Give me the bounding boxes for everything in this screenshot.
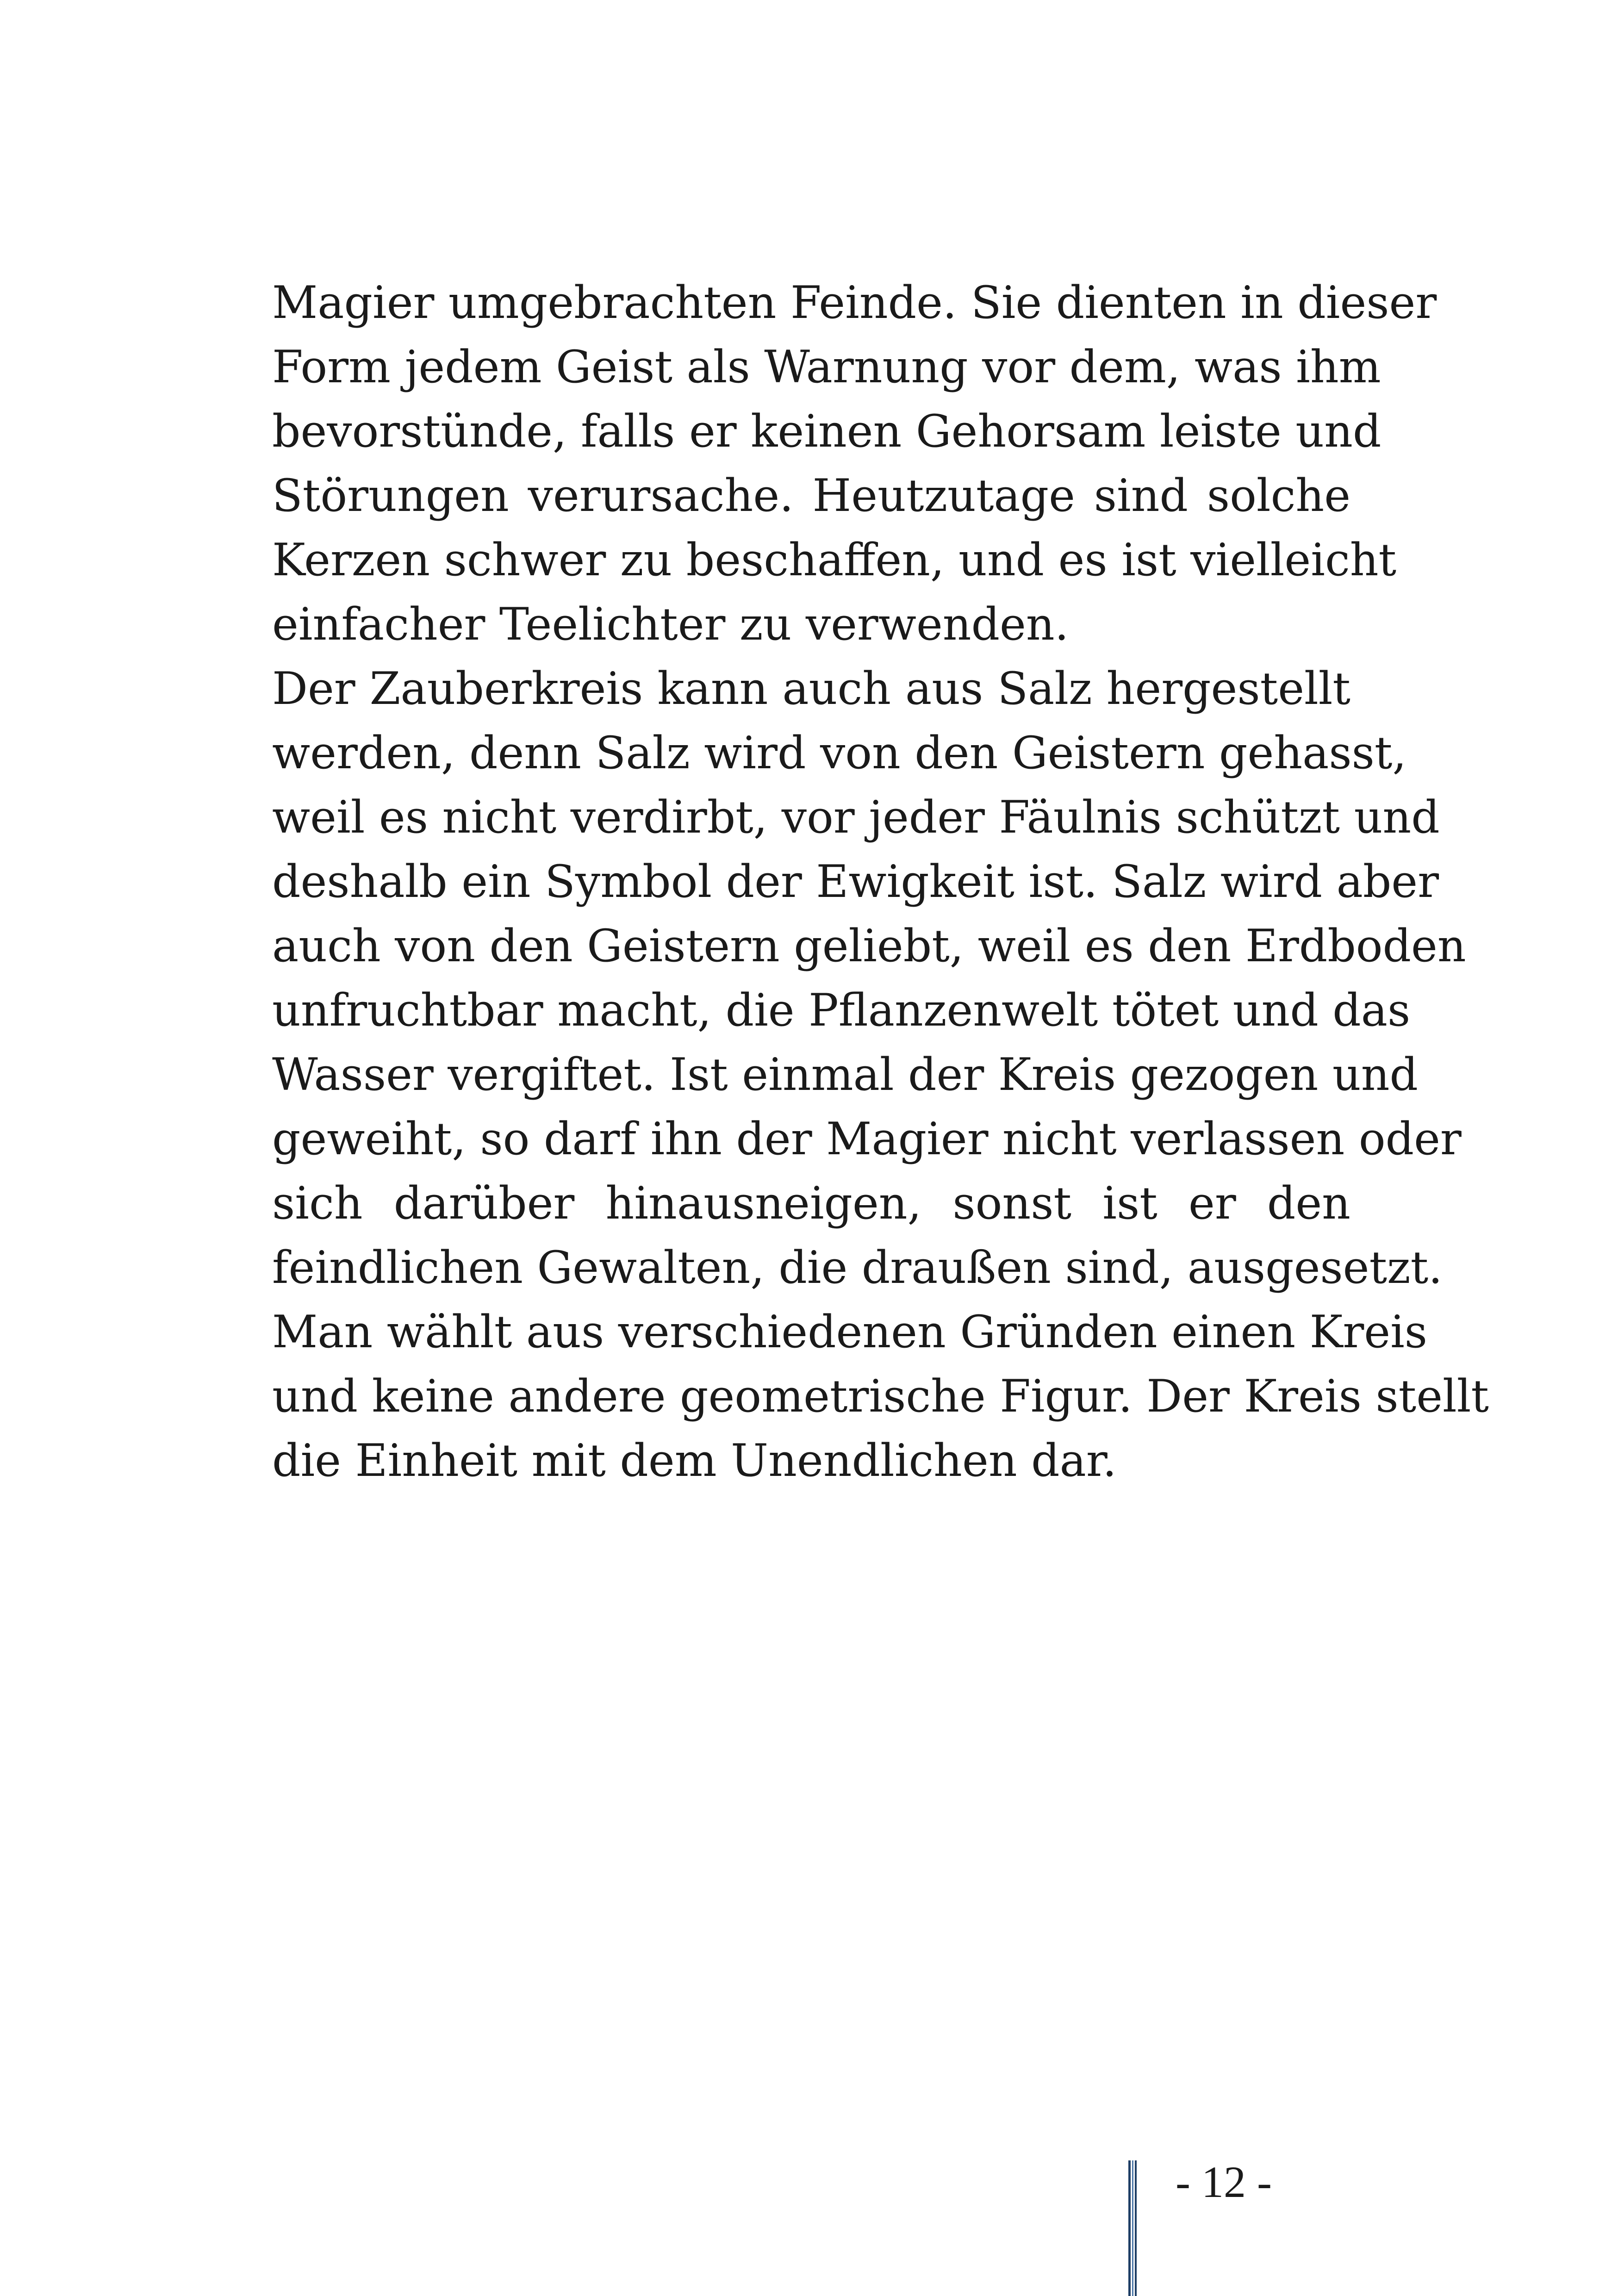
text-line: Der Zauberkreis kann auch aus Salz hergestellt xyxy=(272,663,1350,715)
body-text xyxy=(272,271,1489,1493)
text-line: Magier umgebrachten Feinde. Sie dienten in dieser xyxy=(272,277,1437,329)
text-line: sich darüber hinausneigen, sonst ist er den xyxy=(272,1177,1350,1229)
text-line: einfacher Teelichter zu verwenden. xyxy=(272,598,1069,650)
text-line: Kerzen schwer zu beschaffen, und es ist vielleicht xyxy=(272,534,1397,586)
rule-bar xyxy=(1128,2160,1131,2296)
text-line: feindlichen Gewalten, die draußen sind, ausgesetzt. xyxy=(272,1242,1443,1294)
text-line: auch von den Geistern geliebt, weil es den Erdboden xyxy=(272,920,1466,972)
text-line: bevorstünde, falls er keinen Gehorsam leiste und xyxy=(272,405,1382,457)
text-line: Form jedem Geist als Warnung vor dem, was ihm xyxy=(272,341,1381,393)
text-line: Störungen verursache. Heutzutage sind solche xyxy=(272,470,1350,522)
text-line: Man wählt aus verschiedenen Gründen einen Kreis xyxy=(272,1306,1428,1358)
text-line: geweiht, so darf ihn der Magier nicht verlassen oder xyxy=(272,1113,1462,1165)
text-line: Wasser vergiftet. Ist einmal der Kreis gezogen und xyxy=(272,1049,1418,1101)
paragraph-2 xyxy=(272,657,1489,1493)
footer-decorative-rule xyxy=(1128,2160,1137,2296)
text-line: weil es nicht verdirbt, vor jeder Fäulnis schützt und xyxy=(272,791,1440,843)
rule-bar xyxy=(1135,2160,1137,2296)
text-line: unfruchtbar macht, die Pflanzenwelt tötet und das xyxy=(272,984,1411,1036)
rule-bar xyxy=(1132,2160,1133,2296)
paragraph-1 xyxy=(272,271,1437,657)
text-line: deshalb ein Symbol der Ewigkeit ist. Salz wird aber xyxy=(272,856,1439,908)
text-line: die Einheit mit dem Unendlichen dar. xyxy=(272,1435,1117,1487)
page-number: - 12 - xyxy=(1176,2157,1272,2207)
text-line: und keine andere geometrische Figur. Der Kreis stellt xyxy=(272,1370,1489,1422)
text-line: werden, denn Salz wird von den Geistern gehasst, xyxy=(272,727,1406,779)
